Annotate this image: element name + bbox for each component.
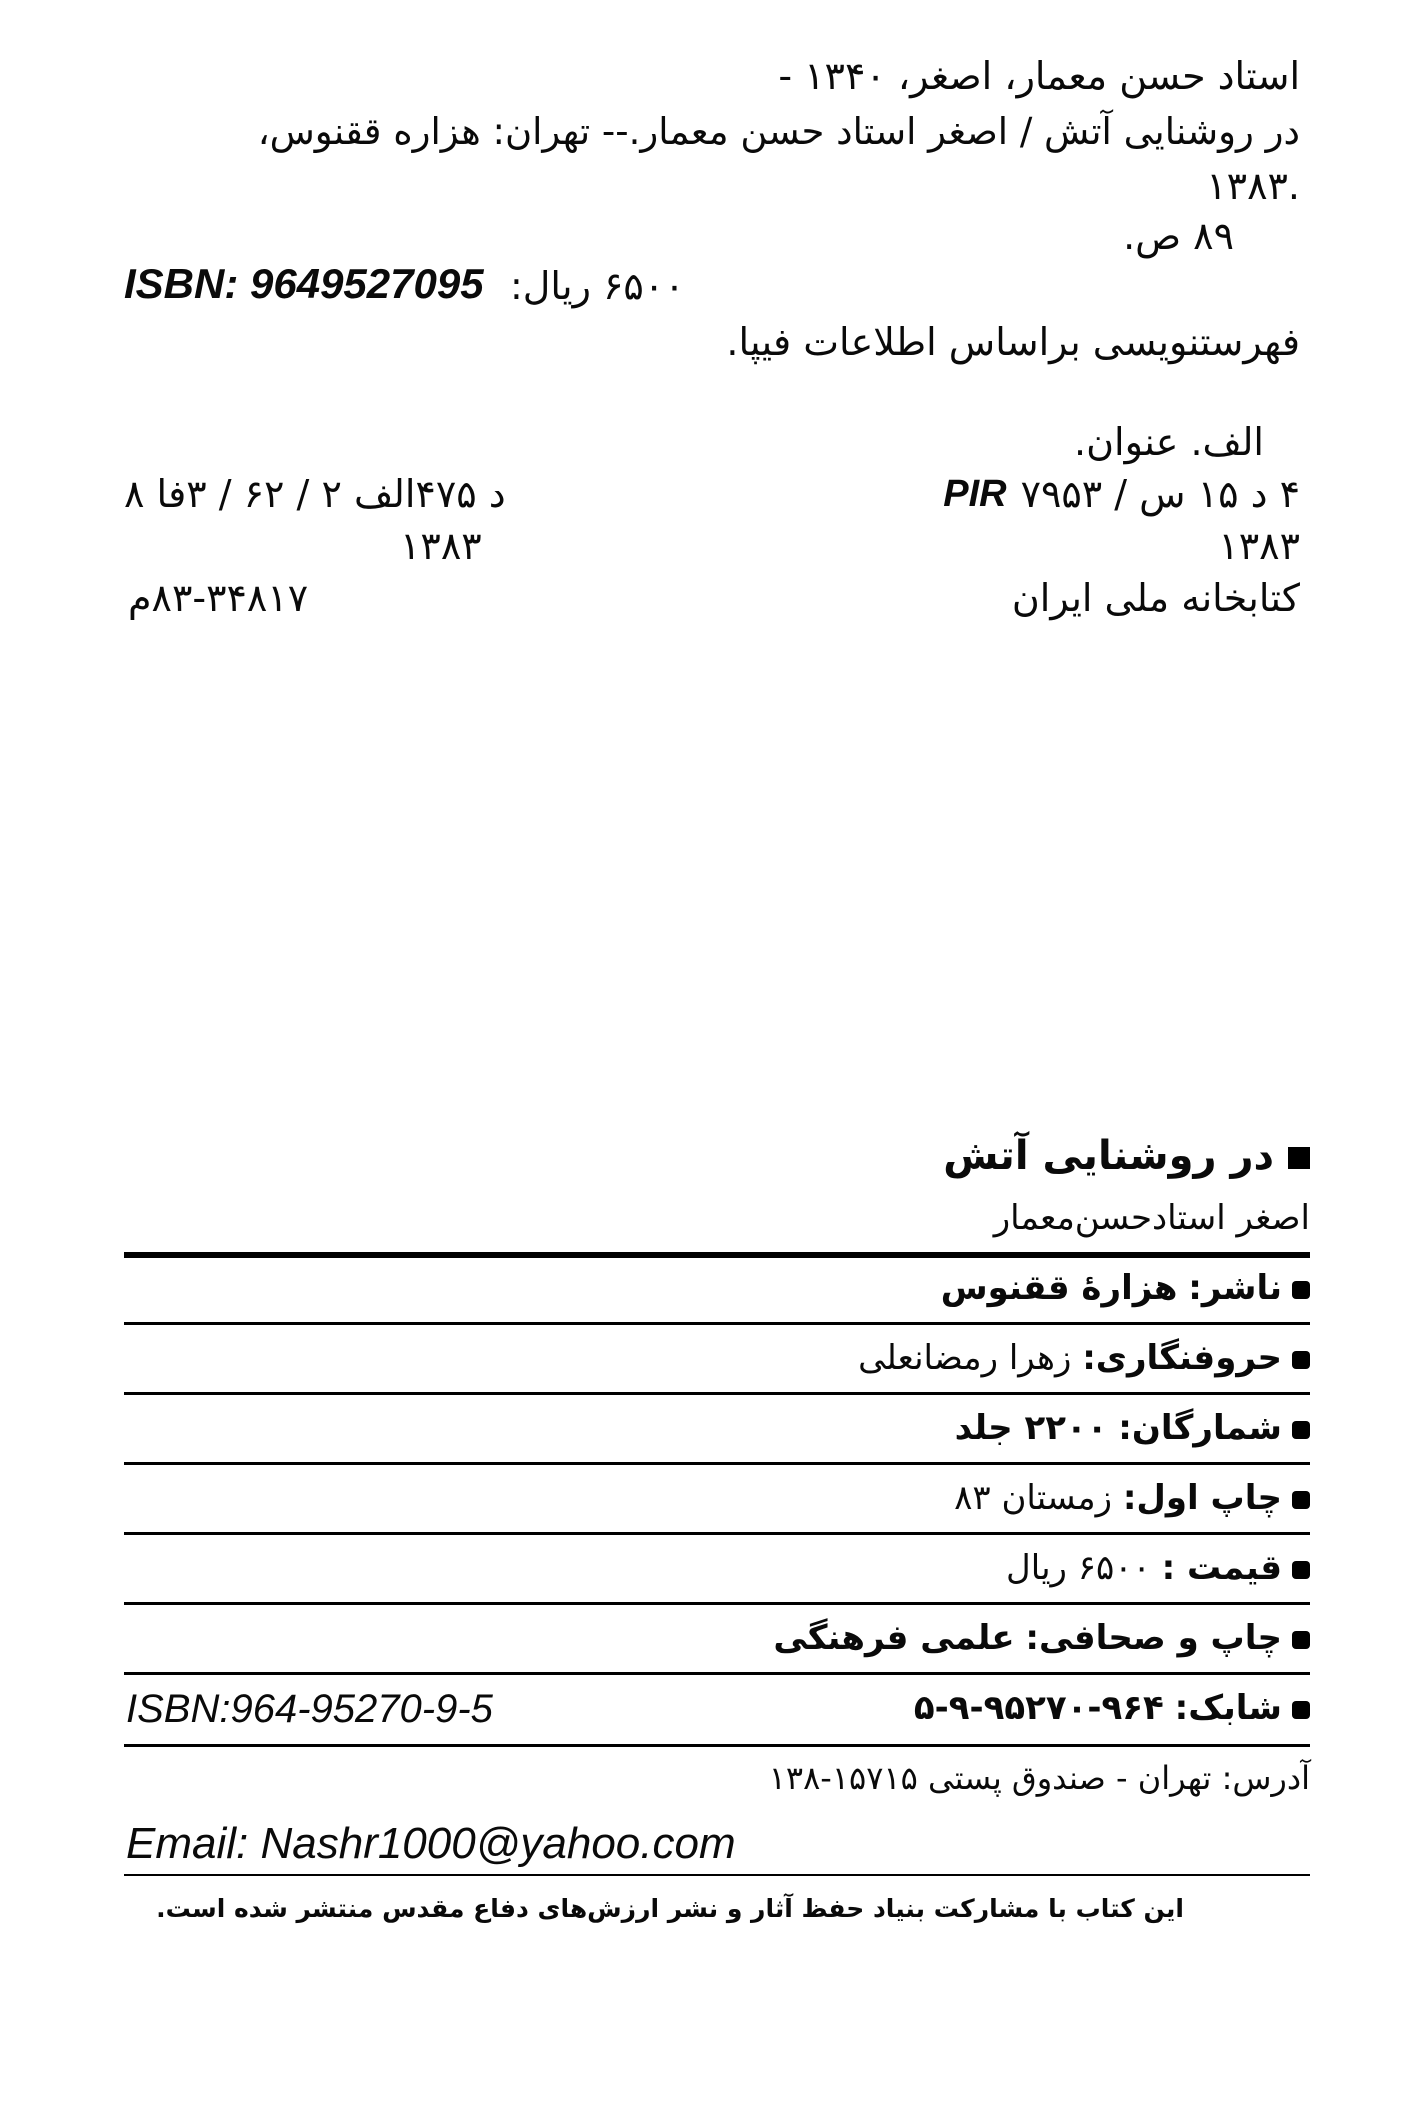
detail-label: چاپ و صحافی: (1025, 1618, 1282, 1658)
book-title-row (943, 1130, 1310, 1182)
detail-value: ۲۲۰۰ جلد (954, 1408, 1108, 1448)
detail-divider (124, 1532, 1310, 1535)
cip-call-number-right (943, 470, 1300, 518)
divider-footnote (124, 1874, 1310, 1876)
detail-divider (124, 1392, 1310, 1395)
detail-label: حروفنگاری: (1082, 1338, 1282, 1378)
cip-year-right: ۱۳۸۳ (1218, 524, 1300, 568)
square-bullet-icon (1288, 1147, 1310, 1169)
detail-row (941, 1268, 1310, 1308)
cip-price: ۶۵۰۰ ریال: (510, 264, 685, 308)
bullet-icon (1292, 1421, 1310, 1439)
cip-subject: الف. عنوان. (1074, 420, 1264, 464)
book-title: در روشنایی آتش (943, 1133, 1274, 1179)
detail-value: علمی فرهنگی (773, 1618, 1015, 1658)
cip-isbn: ISBN: 9649527095 (124, 260, 484, 307)
bullet-icon (1292, 1631, 1310, 1649)
detail-value: زمستان ۸۳ (954, 1478, 1113, 1518)
cip-year-line: ۱۳۸۳. (1206, 164, 1300, 208)
detail-divider (124, 1322, 1310, 1325)
cip-year-left: ۱۳۸۳ (400, 524, 482, 568)
detail-row (858, 1338, 1310, 1378)
detail-row (955, 1408, 1310, 1448)
cip-number-left: ۸۳-۳۴۸۱۷م (128, 576, 309, 620)
email: Email: Nashr1000@yahoo.com (126, 1819, 736, 1868)
cip-call-right-text: ۴ د ۱۵ س / ۷۹۵۳ (1020, 472, 1300, 516)
detail-label: چاپ اول: (1122, 1478, 1282, 1518)
isbn-footer: ISBN:964-95270-9-5 (126, 1687, 493, 1731)
detail-divider (124, 1462, 1310, 1465)
divider-address (124, 1744, 1310, 1747)
bullet-icon (1292, 1491, 1310, 1509)
divider-thick (124, 1252, 1310, 1258)
detail-divider (124, 1602, 1310, 1605)
detail-value: ۶۵۰۰ ریال (1006, 1548, 1151, 1588)
footnote: این کتاب با مشارکت بنیاد حفظ آثار و نشر ارزش‌های دفاع مقدس منتشر شده است. (156, 1894, 1184, 1923)
cip-pages-line: ۸۹ ص. (1123, 214, 1234, 258)
detail-row (1006, 1548, 1310, 1588)
cip-author-line: استاد حسن معمار، اصغر، ۱۳۴۰ - (778, 54, 1300, 98)
detail-label: قیمت : (1161, 1548, 1282, 1588)
detail-row (954, 1478, 1310, 1518)
bullet-icon (1292, 1561, 1310, 1579)
detail-value: هزارهٔ ققنوس (940, 1268, 1178, 1308)
cip-pir: PIR (943, 473, 1007, 515)
cip-call-number-left: د ۴۷۵الف ۲ / ۶۲ / ۳فا ۸ (124, 472, 506, 516)
detail-label: شابک: (1174, 1688, 1282, 1728)
detail-row (773, 1618, 1310, 1658)
detail-value: زهرا رمضانعلی (858, 1338, 1072, 1378)
bullet-icon (1292, 1351, 1310, 1369)
bullet-icon (1292, 1281, 1310, 1299)
detail-row (914, 1688, 1310, 1728)
cip-library: کتابخانه ملی ایران (1011, 576, 1300, 620)
detail-value: ۹۶۴-۹۵۲۷۰-۹-۵ (913, 1688, 1164, 1728)
cip-fipa-note: فهرستنویسی براساس اطلاعات فیپا. (726, 320, 1300, 364)
cip-title-line: در روشنایی آتش / اصغر استاد حسن معمار.-- تهران: هزاره ققنوس، (257, 110, 1300, 153)
book-author: اصغر استادحسن‌معمار (993, 1198, 1310, 1238)
detail-label: شمارگان: (1118, 1408, 1282, 1448)
detail-divider (124, 1672, 1310, 1675)
detail-label: ناشر: (1188, 1268, 1282, 1308)
address: آدرس: تهران - صندوق پستی ۱۵۷۱۵-۱۳۸ (768, 1759, 1310, 1797)
bullet-icon (1292, 1701, 1310, 1719)
